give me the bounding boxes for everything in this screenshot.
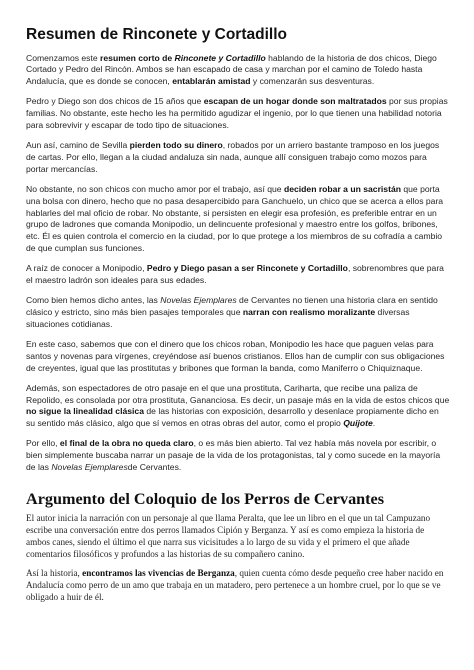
text-run: . xyxy=(372,418,376,429)
paragraph xyxy=(26,263,450,287)
text-run: hablando de la historia de dos chicos, Diego Cortado y Pedro del Rincón. Ambos se han escapado de casa y marchan por el camino de Toledo hasta Andalucía, que es donde se conocen, xyxy=(26,52,437,87)
bold-text: resumen corto de xyxy=(100,52,175,63)
text-run: , sobrenombres que para el maestro ladrón son ideales para sus edades. xyxy=(26,263,444,286)
text-run: , o es más bien abierto. Tal vez había más novela por escribir, o bien simplemente buscaba narrar un pasaje de la vida de los protagonistas, tal y como sucede en la mayoría de las xyxy=(26,438,441,473)
text-run: de las historias con exposición, desarrollo y desenlace propiamente dicho en su sentido más clásico, algo que sí vemos en otras obras del autor, como el propio xyxy=(26,406,439,429)
text-run: Por ello, xyxy=(26,438,60,449)
text-run: diversas situaciones cotidianas. xyxy=(26,307,410,329)
paragraph xyxy=(26,53,450,89)
bold-text: no sigue la linealidad clásica xyxy=(26,406,144,417)
text-run: Como bien hemos dicho antes, las xyxy=(26,295,161,306)
bold-text: pierden todo su dinero xyxy=(129,140,223,151)
text-run: , quien cuenta cómo desde pequeño cree haber nacido en Andalucía como perro de un amo que trabaja en un matadero, pero pertenece a un hombre cruel, por lo que se ve obligado a huir de él. xyxy=(26,568,444,603)
paragraph xyxy=(26,568,450,604)
bold-text: Pedro y Diego pasan a ser Rinconete y Cortadillo xyxy=(146,263,348,274)
text-run: Además, son espectadores de otro pasaje en el que una prostituta, Cariharta, que recibe una paliza de Repolido, es consolada por otra prostituta, Gananciosa. Es decir, un pasaje más en la vida de estos chicos que xyxy=(26,382,450,405)
paragraph xyxy=(26,184,450,255)
paragraph xyxy=(26,339,450,375)
rinconete-section xyxy=(26,26,450,474)
text-run: y comenzarán sus desventuras. xyxy=(250,76,375,87)
text-run: , robados por un arriero bastante tramposo en los juegos de cartas. Por ello, llegan a la ciudad andaluza sin nada, aunque allí consiguen trabajo como mozos para portar mercancías. xyxy=(26,140,440,174)
text-run: En este caso, sabemos que con el dinero que los chicos roban, Monipodio les hace que paguen velas para santos y novenas para vírgenes, creyéndose así buenos cristianos. Ellos han de cumplir con sus obligaciones de creyentes, igual que las prostitutas y bribones que forman la banda, como Maniferro o Chiquiznaque. xyxy=(26,338,445,373)
text-run: El autor inicia la narración con un personaje al que llama Peralta, que lee un libro en el que un tal Campuzano escribe una conversación entre dos perros llamados Cipión y Berganza. Y así es como empieza la historia de ambos canes, siendo el último el que narra sus vicisitudes a lo largo de su vida y el primero el que añade comentarios filosóficos y profundos a las historias de su compañero canino. xyxy=(26,513,431,560)
text-run: Comenzamos este xyxy=(26,52,101,63)
text-run: por sus propias familias. No obstante, este hecho les ha permitido agudizar el ingenio, por lo que tienen una habilidad notoria para sobrevivir y escapar de todo tipo de situaciones. xyxy=(26,96,448,131)
paragraph xyxy=(26,295,450,331)
text-run: Así la historia, xyxy=(26,568,83,579)
coloquio-section xyxy=(26,490,450,604)
paragraph xyxy=(26,140,450,176)
bold-text: escapan de un hogar donde son maltratados xyxy=(203,96,387,107)
text-run: No obstante, no son chicos con mucho amor por el trabajo, así que xyxy=(26,183,284,194)
section-body xyxy=(26,513,450,604)
text-run: A raíz de conocer a Monipodio, xyxy=(26,263,147,274)
section-body xyxy=(26,53,450,474)
bold-text: entablarán amistad xyxy=(172,76,251,87)
text-run: de Cervantes no tienen una historia clara en sentido clásico y estricto, sino más bien pasajes temporales que xyxy=(26,295,438,317)
section-title: Resumen de Rinconete y Cortadillo xyxy=(26,26,287,43)
text-run: de Cervantes. xyxy=(127,462,182,473)
document-page xyxy=(26,26,450,611)
bold-text: narran con realismo moralizante xyxy=(242,307,376,317)
bold-text xyxy=(175,53,266,63)
section-title: Argumento del Coloquio de los Perros de Cervantes xyxy=(26,489,385,508)
bold-text: deciden robar a un sacristán xyxy=(283,183,401,194)
bold-text xyxy=(343,418,376,429)
paragraph xyxy=(26,383,450,430)
emphasis-text: Rinconete y Cortadillo xyxy=(174,52,266,63)
text-run: que porta una bolsa con dinero, hecho que no pasa desapercibido para Ganchuelo, un chico que se acerca a ellos para hablarles del mal oficio de robar. No obstante, si persisten en elegir esa profesión, es preferible entrar en un grupo de ladrones que comanda Monipodio, un delincuente profesional y maestro entre los golfos, bribones, etc. Él es quien controla el comercio en la ciudad, por lo que protege a los miembros de su cofradía a cambio de que cumplan sus funciones. xyxy=(26,183,444,254)
text-run: Pedro y Diego son dos chicos de 15 años que xyxy=(26,96,204,107)
paragraph xyxy=(26,513,450,561)
italic-text: Novelas Ejemplares xyxy=(160,295,237,306)
bold-text: el final de la obra no queda claro xyxy=(59,438,194,449)
bold-text: encontramos las vivencias de Berganza xyxy=(82,568,235,579)
italic-text: Novelas Ejemplares xyxy=(51,462,128,473)
text-run: Aun así, camino de Sevilla xyxy=(26,140,130,151)
paragraph xyxy=(26,438,450,474)
paragraph xyxy=(26,96,450,132)
emphasis-text: Quijote xyxy=(343,418,373,429)
